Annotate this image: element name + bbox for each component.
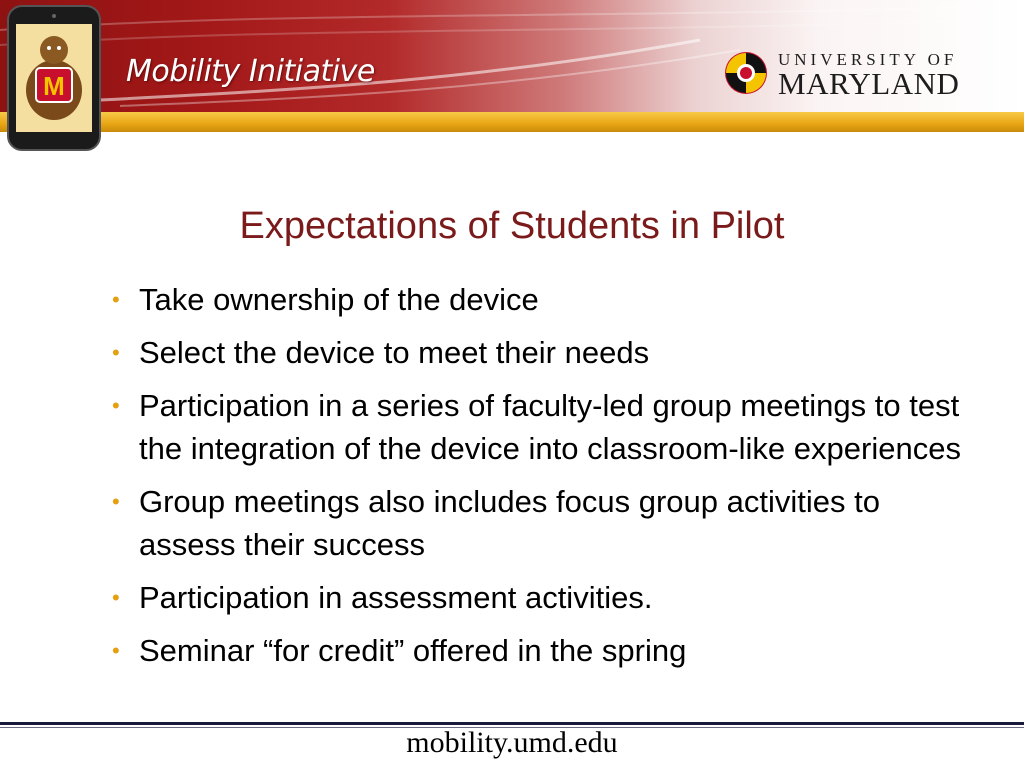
bullet-dot-icon: • bbox=[112, 585, 120, 610]
bullet-dot-icon: • bbox=[112, 638, 120, 663]
bullet-item bbox=[112, 629, 972, 672]
bullet-dot-icon: • bbox=[112, 287, 120, 312]
phone-mascot-logo bbox=[2, 4, 106, 154]
bullet-item bbox=[112, 331, 972, 374]
bullet-dot-icon: • bbox=[112, 489, 120, 514]
bullet-item bbox=[112, 576, 972, 619]
bullet-text: Select the device to meet their needs bbox=[139, 335, 650, 370]
university-name: MARYLAND bbox=[778, 66, 960, 101]
bullet-text: Group meetings also includes focus group activities to assess their success bbox=[139, 484, 880, 562]
bullet-item bbox=[112, 384, 972, 470]
bullet-item bbox=[112, 278, 972, 321]
bullet-dot-icon: • bbox=[112, 393, 120, 418]
program-title: Mobility Initiative bbox=[126, 54, 375, 89]
bullet-item bbox=[112, 480, 972, 566]
gold-band bbox=[0, 112, 1024, 132]
footer-url: mobility.umd.edu bbox=[406, 726, 618, 759]
footer-divider bbox=[0, 722, 1024, 725]
bullet-text: Take ownership of the device bbox=[139, 282, 539, 317]
bullet-text: Participation in assessment activities. bbox=[139, 580, 653, 615]
bullet-list bbox=[112, 278, 972, 682]
university-label: UNIVERSITY OF bbox=[778, 50, 958, 69]
bullet-text: Participation in a series of faculty-led group meetings to test the integration of the device into classroom-like experiences bbox=[139, 388, 961, 466]
maryland-seal-logo bbox=[724, 51, 768, 95]
bullet-text: Seminar “for credit” offered in the spring bbox=[139, 633, 687, 668]
svg-text:M: M bbox=[43, 71, 65, 101]
bullet-dot-icon: • bbox=[112, 340, 120, 365]
slide-title: Expectations of Students in Pilot bbox=[239, 205, 785, 247]
